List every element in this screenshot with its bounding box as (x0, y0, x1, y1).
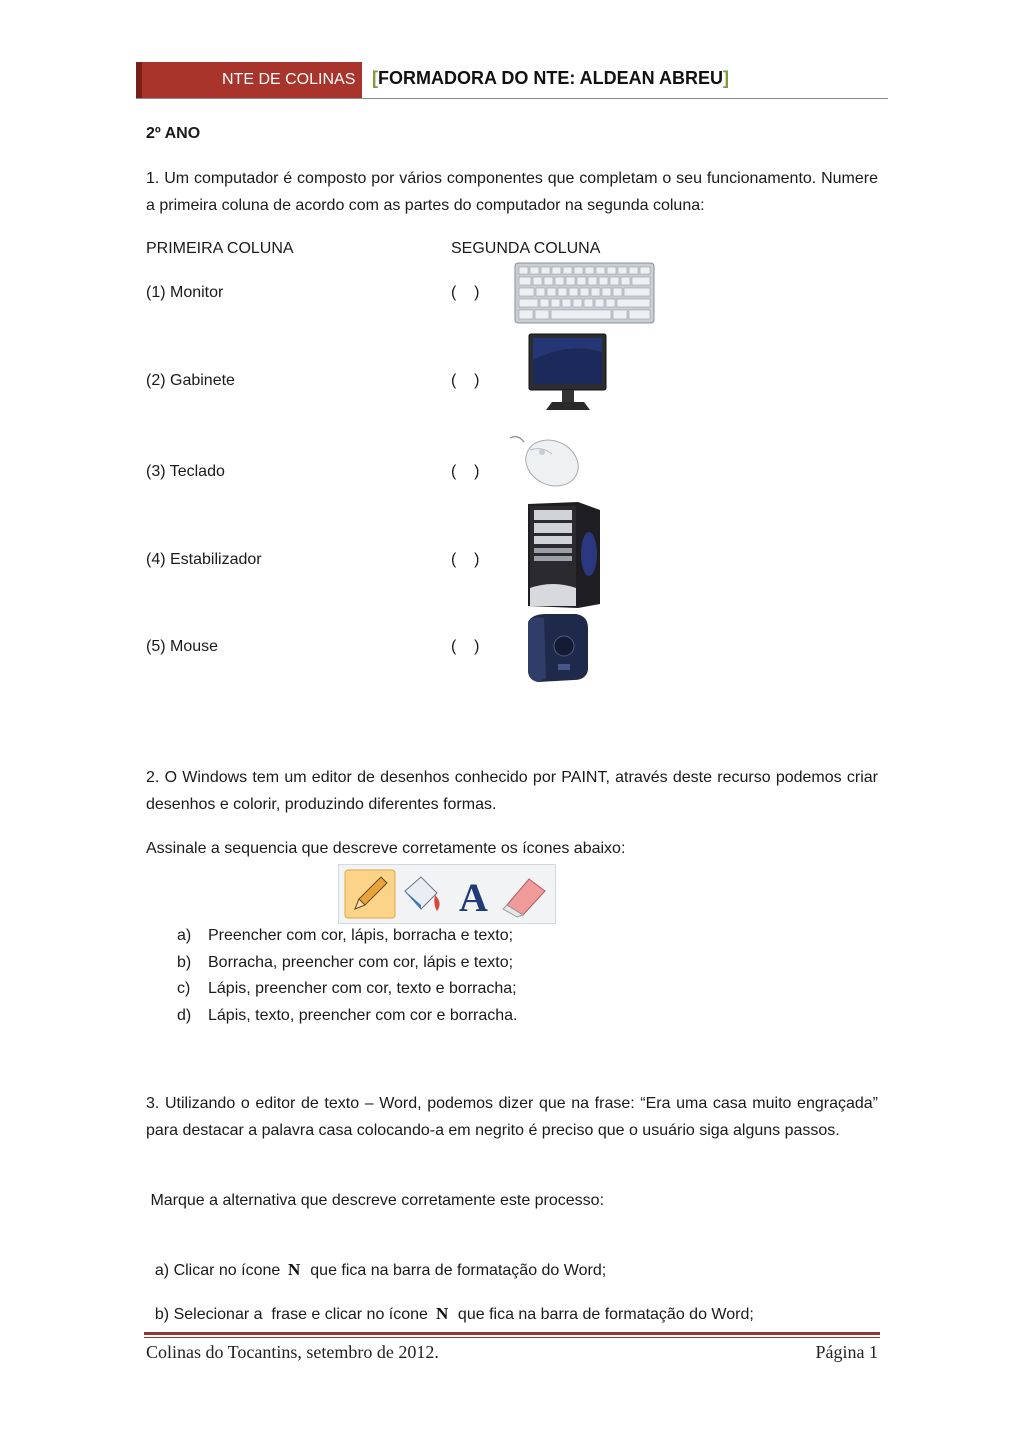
mouse-image (508, 432, 584, 490)
footer-divider (144, 1332, 880, 1335)
q1-text: 1. Um computador é composto por vários componentes que completam o seu funcionamento. Numere a primeira coluna de acordo com as partes do computador na segunda coluna: (146, 170, 878, 214)
stabilizer-image (524, 612, 590, 684)
svg-text:N: N (435, 1304, 449, 1323)
q2-text: 2. O Windows tem um editor de desenhos conhecido por PAINT, através deste recurso podemos criar desenhos e colorir, produzindo diferentes formas. (146, 769, 878, 813)
bold-n-icon (434, 1303, 454, 1323)
header-label (136, 62, 362, 98)
keyboard-image (514, 262, 655, 324)
q1-item-1: (1) Monitor (146, 284, 224, 301)
q1-blank-2[interactable]: ( ) (451, 372, 480, 389)
tower-image (526, 500, 602, 610)
svg-text:A: A (459, 875, 488, 920)
text-a-icon[interactable] (459, 875, 488, 920)
q2-option-c-letter: c) (177, 980, 191, 997)
bracket-open: [ (372, 68, 378, 88)
col2-header: SEGUNDA COLUNA (451, 240, 601, 257)
bracket-close: ] (722, 68, 729, 88)
q2-instruction: Assinale a sequencia que descreve corretamente os ícones abaixo: (146, 840, 626, 857)
q2-option-a-letter: a) (177, 927, 192, 944)
q3-option-b-pre: b) Selecionar a frase e clicar no ícone (154, 1306, 428, 1323)
q1-blank-5[interactable]: ( ) (451, 638, 480, 655)
monitor-image (528, 332, 608, 412)
svg-text:N: N (288, 1260, 301, 1279)
q2-option-a[interactable]: Preencher com cor, lápis, borracha e texto; (208, 927, 514, 944)
pencil-icon[interactable] (345, 870, 395, 918)
q1-item-4: (4) Estabilizador (146, 551, 262, 568)
q2-option-c[interactable]: Lápis, preencher com cor, texto e borracha; (208, 980, 517, 997)
header-title (372, 68, 729, 89)
q2-option-d[interactable]: Lápis, texto, preencher com cor e borracha. (208, 1007, 518, 1024)
q3-option-b[interactable] (146, 1274, 754, 1328)
q1-item-3: (3) Teclado (146, 463, 225, 480)
q3-option-b-post: que fica na barra de formatação do Word; (457, 1306, 754, 1323)
header-left-text: NTE DE COLINAS (222, 71, 356, 88)
q2-option-d-letter: d) (177, 1007, 192, 1024)
col1-header: PRIMEIRA COLUNA (146, 240, 294, 257)
fill-bucket-icon[interactable] (405, 877, 440, 911)
grade-heading: 2º ANO (146, 125, 201, 142)
q3-instruction: Marque a alternativa que descreve corretamente este processo: (146, 1192, 605, 1209)
footer-divider-thin (144, 1337, 880, 1338)
q1-blank-1[interactable]: ( ) (451, 284, 480, 301)
q3-option-a-pre: a) Clicar no ícone (154, 1262, 281, 1279)
footer-page-number: Página 1 (815, 1342, 878, 1362)
q3-text: 3. Utilizando o editor de texto – Word, podemos dizer que na frase: “Era uma casa muito engraçada” para destacar a palavra casa colocando-a em negrito é preciso que o usuário siga alguns passos. (146, 1095, 878, 1139)
q1-blank-3[interactable]: ( ) (451, 463, 480, 480)
q2-option-b-letter: b) (177, 954, 192, 971)
q3-option-a-post: que fica na barra de formatação do Word; (310, 1262, 607, 1279)
q1-item-2: (2) Gabinete (146, 372, 235, 389)
q2-option-b[interactable]: Borracha, preencher com cor, lápis e texto; (208, 954, 514, 971)
header-divider (136, 98, 888, 99)
footer-place-date: Colinas do Tocantins, setembro de 2012. (146, 1342, 439, 1362)
header-title-text: FORMADORA DO NTE: ALDEAN ABREU (378, 68, 723, 88)
paint-toolbar (338, 864, 556, 924)
eraser-icon[interactable] (503, 879, 545, 917)
q1-blank-4[interactable]: ( ) (451, 551, 480, 568)
q1-item-5: (5) Mouse (146, 638, 219, 655)
